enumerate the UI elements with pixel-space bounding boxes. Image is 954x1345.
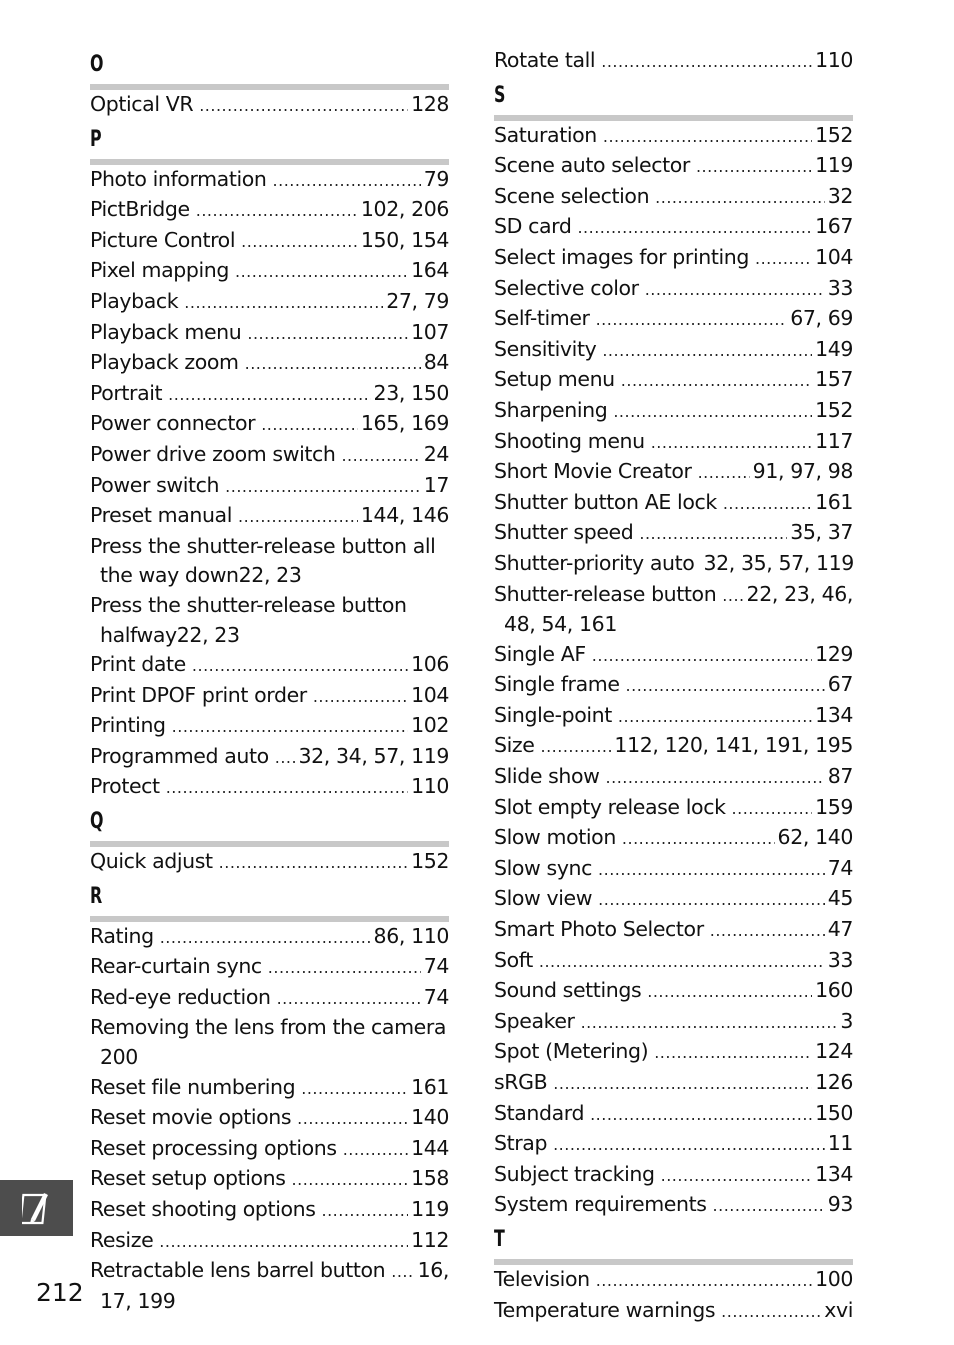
entry-term: Retractable lens barrel button <box>90 1258 386 1283</box>
leader-dots <box>322 1196 409 1226</box>
index-entry <box>494 274 853 305</box>
section-letter: O <box>90 52 104 77</box>
entry-pages: 33 <box>827 275 853 300</box>
leader-dots <box>723 489 812 519</box>
index-entry <box>494 427 853 458</box>
entry-continuation <box>90 1287 449 1317</box>
index-entry <box>90 650 449 681</box>
entry-pages: 107 <box>411 319 449 344</box>
entry-pages: 32, 35, 57, 119 <box>703 550 854 575</box>
entry-pages: 47 <box>827 917 853 942</box>
entry-pages: 167 <box>815 214 853 239</box>
leader-dots <box>598 855 825 885</box>
index-entry <box>90 952 449 983</box>
index-entry <box>90 90 449 121</box>
entry-term: Protect <box>90 774 160 799</box>
entry-pages: 22, 23, 46, <box>746 581 853 606</box>
entry-term: PictBridge <box>90 197 190 222</box>
leader-dots <box>621 366 812 396</box>
entry-pages: 74 <box>827 855 853 880</box>
leader-dots <box>540 732 611 762</box>
entry-term: Press the shutter-release button <box>90 592 407 617</box>
index-entry <box>494 212 853 243</box>
entry-pages: 165, 169 <box>360 411 449 436</box>
entry-term: Slow view <box>494 886 593 911</box>
leader-dots <box>590 1100 812 1130</box>
entry-term: System requirements <box>494 1192 707 1217</box>
leader-dots <box>247 319 408 349</box>
entry-term: Shooting menu <box>494 428 645 453</box>
section-letter: T <box>494 1226 505 1252</box>
entry-pages: 79 <box>423 166 449 191</box>
leader-dots <box>577 213 812 243</box>
entry-term: Print DPOF print order <box>90 682 307 707</box>
index-entry <box>494 915 853 946</box>
index-entry <box>494 640 853 671</box>
entry-term: Playback zoom <box>90 350 239 375</box>
index-entry <box>90 1256 449 1287</box>
leader-dots <box>722 581 743 611</box>
entry-term: Single frame <box>494 672 620 697</box>
index-entry <box>494 1037 853 1068</box>
entry-pages: 48, 54, 161 <box>504 612 617 637</box>
entry-term: Playback <box>90 288 179 313</box>
index-entry <box>494 1160 853 1191</box>
entry-term: Spot (Metering) <box>494 1039 649 1064</box>
entry-term: Strap <box>494 1131 548 1156</box>
entry-pages: 102, 206 <box>360 197 449 222</box>
index-entry <box>494 243 853 274</box>
leader-dots <box>592 641 812 671</box>
entry-term: Smart Photo Selector <box>494 917 704 942</box>
leader-dots <box>732 794 813 824</box>
entry-pages: 102 <box>411 713 449 738</box>
entry-pages: 117 <box>815 428 853 453</box>
leader-dots <box>613 397 812 427</box>
leader-dots <box>343 1135 408 1165</box>
entry-pages: 32, 34, 57, 119 <box>298 743 449 768</box>
entry-pages: 152 <box>815 397 853 422</box>
entry-term: Saturation <box>494 122 597 147</box>
index-entry <box>494 731 853 762</box>
entry-pages: 33 <box>827 947 853 972</box>
entry-pages: 45 <box>827 886 853 911</box>
entry-term: Portrait <box>90 380 163 405</box>
leader-dots <box>235 257 408 287</box>
entry-pages: 84 <box>423 350 449 375</box>
index-entry <box>494 823 853 854</box>
entry-term: halfway <box>100 622 177 647</box>
leader-dots <box>277 984 421 1014</box>
entry-pages: 91, 97, 98 <box>752 459 853 484</box>
entry-term: Reset setup options <box>90 1166 286 1191</box>
entry-term: Short Movie Creator <box>494 459 692 484</box>
leader-dots <box>601 47 812 77</box>
section-letter: P <box>90 126 102 152</box>
index-entry <box>494 670 853 701</box>
entry-pages: 126 <box>815 1070 853 1094</box>
index-entry <box>90 922 449 953</box>
index-entry <box>494 365 853 396</box>
leader-dots <box>341 441 420 471</box>
index-entry <box>494 549 853 580</box>
leader-dots <box>184 288 383 318</box>
index-entry <box>494 1265 853 1296</box>
index-entry <box>494 182 853 213</box>
index-entry <box>494 304 853 335</box>
entry-pages: 23, 150 <box>373 380 449 405</box>
leader-dots <box>166 773 408 803</box>
entry-term: Press the shutter-release button all <box>90 533 436 558</box>
index-entry <box>494 1068 853 1099</box>
entry-pages: 157 <box>815 367 853 392</box>
entry-pages: 150 <box>815 1100 853 1125</box>
leader-dots <box>275 743 296 773</box>
index-entry <box>494 580 853 611</box>
entry-term: Red-eye reduction <box>90 984 271 1009</box>
leader-dots <box>710 916 825 946</box>
entry-term: Resize <box>90 1227 154 1252</box>
entry-pages: 32 <box>827 183 853 208</box>
entry-term: Removing the lens from the camera <box>90 1015 447 1040</box>
leader-dots <box>196 196 358 226</box>
leader-dots <box>696 152 812 182</box>
entry-term: Size <box>494 733 535 758</box>
entry-continuation <box>90 561 449 591</box>
index-entry <box>494 1129 853 1160</box>
entry-pages: 3 <box>840 1008 853 1033</box>
entry-pages: 22, 23 <box>238 563 302 588</box>
leader-dots <box>639 519 787 549</box>
index-entry <box>90 409 449 440</box>
entry-continuation <box>494 610 853 640</box>
index-entry <box>90 1013 449 1072</box>
index-entry <box>90 681 449 712</box>
leader-dots <box>199 91 408 121</box>
section-tab <box>0 1180 73 1236</box>
entry-pages: 11 <box>827 1131 853 1156</box>
entry-term: Optical VR <box>90 92 194 116</box>
leader-dots <box>622 824 775 854</box>
page-number: 212 <box>36 1278 84 1307</box>
leader-dots <box>553 1130 825 1160</box>
entry-pages: 100 <box>815 1266 853 1291</box>
leader-dots <box>192 651 408 681</box>
entry-term: Reset file numbering <box>90 1074 296 1099</box>
section-letter: Q <box>90 809 104 835</box>
entry-term: Power connector <box>90 411 256 436</box>
entry-pages: 152 <box>815 122 853 147</box>
index-entry <box>494 335 853 366</box>
index-entry <box>494 488 853 519</box>
leader-dots <box>603 122 812 152</box>
entry-pages: 27, 79 <box>386 288 449 313</box>
leader-dots <box>553 1069 812 1099</box>
leader-dots <box>596 1266 812 1296</box>
entry-pages: 67, 69 <box>790 306 853 331</box>
entry-pages: 140 <box>411 1105 449 1130</box>
index-entry <box>90 711 449 742</box>
index-entry <box>90 1134 449 1165</box>
entry-pages: 128 <box>411 92 449 116</box>
leader-dots <box>159 1227 408 1257</box>
index-entry <box>90 983 449 1014</box>
entry-term: Standard <box>494 1100 585 1125</box>
entry-term: Scene auto selector <box>494 153 690 178</box>
leader-dots <box>225 472 421 502</box>
leader-dots <box>755 244 812 274</box>
entry-pages: 17, 199 <box>100 1288 176 1313</box>
leader-dots <box>713 1191 825 1221</box>
entry-term: Selective color <box>494 275 639 300</box>
entry-term: Shutter speed <box>494 520 634 545</box>
leader-dots <box>698 458 750 488</box>
notes-icon <box>22 1189 52 1227</box>
index-entry <box>494 701 853 732</box>
entry-term: Shutter-priority auto <box>494 550 695 575</box>
entry-pages: 62, 140 <box>777 825 853 850</box>
leader-dots <box>626 671 825 701</box>
entry-term: Shutter-release button <box>494 581 717 606</box>
entry-term: Single AF <box>494 641 586 666</box>
entry-pages: 17 <box>423 472 449 497</box>
entry-term: Rotate tall <box>494 48 596 72</box>
entry-pages: 160 <box>815 978 853 1003</box>
entry-pages: 74 <box>423 954 449 979</box>
entry-pages: 159 <box>815 794 853 819</box>
leader-dots <box>651 428 812 458</box>
index-entry <box>494 121 853 152</box>
index-entry <box>494 793 853 824</box>
entry-term: Picture Control <box>90 227 236 252</box>
index-entry <box>494 762 853 793</box>
leader-dots <box>168 380 370 410</box>
index-entry <box>90 256 449 287</box>
entry-term: Preset manual <box>90 503 233 528</box>
entry-pages: 106 <box>411 652 449 677</box>
entry-term: Reset shooting options <box>90 1197 316 1221</box>
entry-term: Television <box>494 1266 590 1291</box>
entry-term: Select images for printing <box>494 244 749 269</box>
index-entry <box>90 195 449 226</box>
leader-dots <box>539 947 825 977</box>
index-entry <box>90 1195 449 1226</box>
entry-pages: 144, 146 <box>360 503 449 528</box>
leader-dots <box>313 682 408 712</box>
leader-dots <box>645 275 825 305</box>
entry-term: Slot empty release lock <box>494 794 726 819</box>
entry-pages: 104 <box>815 244 853 269</box>
leader-dots <box>219 848 408 878</box>
entry-term: Self-timer <box>494 306 590 331</box>
leader-dots <box>268 953 421 983</box>
index-entry <box>90 1073 449 1104</box>
entry-pages: 93 <box>827 1192 853 1217</box>
index-entry <box>90 1103 449 1134</box>
index-entry <box>494 518 853 549</box>
entry-term: Slow motion <box>494 825 616 850</box>
index-entry <box>494 946 853 977</box>
index-entry <box>494 884 853 915</box>
index-entry <box>494 46 853 77</box>
leader-dots <box>301 1074 408 1104</box>
entry-term: Sound settings <box>494 978 642 1003</box>
index-column-left <box>90 46 449 1316</box>
entry-pages: 161 <box>411 1074 449 1099</box>
entry-term: Slide show <box>494 764 600 789</box>
entry-term: SD card <box>494 214 572 239</box>
entry-pages: 124 <box>815 1039 853 1064</box>
entry-term: sRGB <box>494 1070 548 1094</box>
index-entry <box>494 151 853 182</box>
index-entry <box>90 1226 449 1257</box>
entry-term: Rating <box>90 923 154 948</box>
entry-term: the way down <box>100 563 239 588</box>
entry-pages: 67 <box>827 672 853 697</box>
leader-dots <box>655 183 825 213</box>
entry-pages: 112, 120, 141, 191, 195 <box>614 733 853 758</box>
leader-dots <box>606 763 825 793</box>
section-letter: R <box>90 883 103 909</box>
index-entry <box>90 591 449 650</box>
entry-term: Reset processing options <box>90 1135 337 1160</box>
entry-term: Subject tracking <box>494 1161 655 1186</box>
entry-pages: 112 <box>411 1227 449 1252</box>
leader-dots <box>661 1161 812 1191</box>
entry-pages: 161 <box>815 489 853 514</box>
index-entry <box>90 440 449 471</box>
index-entry <box>90 348 449 379</box>
leader-dots <box>241 227 358 257</box>
entry-pages: 152 <box>411 849 449 874</box>
leader-dots <box>261 410 358 440</box>
entry-pages: 158 <box>411 1166 449 1191</box>
entry-term: Printing <box>90 713 166 738</box>
entry-pages: 87 <box>827 764 853 789</box>
entry-pages: 74 <box>423 984 449 1009</box>
entry-pages: 149 <box>815 336 853 361</box>
entry-pages: 134 <box>815 1161 853 1186</box>
index-entry <box>90 287 449 318</box>
entry-term: Scene selection <box>494 183 650 208</box>
entry-pages: 144 <box>411 1135 449 1160</box>
leader-dots <box>654 1038 812 1068</box>
entry-term: Reset movie options <box>90 1105 292 1130</box>
entry-pages: 24 <box>423 441 449 466</box>
index-entry <box>90 532 449 591</box>
entry-pages: 200 <box>100 1045 138 1070</box>
index-column-right <box>494 46 853 1326</box>
entry-term: Slow sync <box>494 855 593 880</box>
entry-pages: 22, 23 <box>176 622 240 647</box>
entry-pages: 110 <box>411 774 449 799</box>
entry-pages: 16, <box>417 1258 449 1283</box>
leader-dots <box>160 923 371 953</box>
leader-dots <box>596 305 788 335</box>
entry-term: Single-point <box>494 702 612 727</box>
leader-dots <box>721 1297 821 1327</box>
entry-pages: xvi <box>824 1297 853 1322</box>
index-entry <box>90 847 449 878</box>
leader-dots <box>581 1008 838 1038</box>
index-entry <box>494 1007 853 1038</box>
leader-dots <box>602 336 812 366</box>
leader-dots <box>172 712 408 742</box>
leader-dots <box>618 702 812 732</box>
entry-term: Quick adjust <box>90 849 213 874</box>
index-entry <box>90 318 449 349</box>
index-entry <box>90 226 449 257</box>
entry-pages: 150, 154 <box>360 227 449 252</box>
leader-dots <box>297 1104 408 1134</box>
entry-term: Soft <box>494 947 533 972</box>
entry-term: Power drive zoom switch <box>90 441 336 466</box>
leader-dots <box>273 166 421 196</box>
entry-pages: 86, 110 <box>373 923 449 948</box>
section-letter: S <box>494 82 506 108</box>
entry-pages: 129 <box>815 641 853 666</box>
index-entry <box>90 1164 449 1195</box>
entry-pages: 119 <box>815 153 853 178</box>
entry-term: Setup menu <box>494 367 615 392</box>
index-entry <box>494 976 853 1007</box>
entry-term: Power switch <box>90 472 220 497</box>
entry-term: Pixel mapping <box>90 258 229 283</box>
entry-pages: 35, 37 <box>790 520 853 545</box>
index-entry <box>494 396 853 427</box>
entry-term: Temperature warnings <box>494 1297 716 1322</box>
leader-dots <box>647 977 812 1007</box>
index-entry <box>494 457 853 488</box>
index-entry <box>494 1099 853 1130</box>
entry-term: Shutter button AE lock <box>494 489 717 514</box>
index-entry <box>494 854 853 885</box>
entry-pages: 104 <box>411 682 449 707</box>
index-entry <box>90 742 449 773</box>
entry-pages: 164 <box>411 258 449 283</box>
entry-term: Rear-curtain sync <box>90 954 262 979</box>
leader-dots <box>245 349 421 379</box>
index-entry <box>90 772 449 803</box>
entry-pages: 110 <box>815 48 853 72</box>
index-entry <box>494 1296 853 1327</box>
entry-pages: 119 <box>411 1197 449 1221</box>
entry-term: Speaker <box>494 1008 575 1033</box>
leader-dots <box>238 502 358 532</box>
entry-term: Print date <box>90 652 186 677</box>
index-entry <box>90 501 449 532</box>
entry-term: Photo information <box>90 166 267 191</box>
index-entry <box>90 471 449 502</box>
entry-continuation <box>90 621 449 651</box>
index-entry <box>90 165 449 196</box>
leader-dots <box>391 1257 414 1287</box>
leader-dots <box>292 1165 409 1195</box>
entry-term: Sensitivity <box>494 336 597 361</box>
entry-term: Sharpening <box>494 397 608 422</box>
index-entry <box>90 379 449 410</box>
entry-pages: 134 <box>815 702 853 727</box>
leader-dots <box>598 885 825 915</box>
entry-term: Programmed auto <box>90 743 269 768</box>
entry-term: Playback menu <box>90 319 242 344</box>
index-entry <box>494 1190 853 1221</box>
